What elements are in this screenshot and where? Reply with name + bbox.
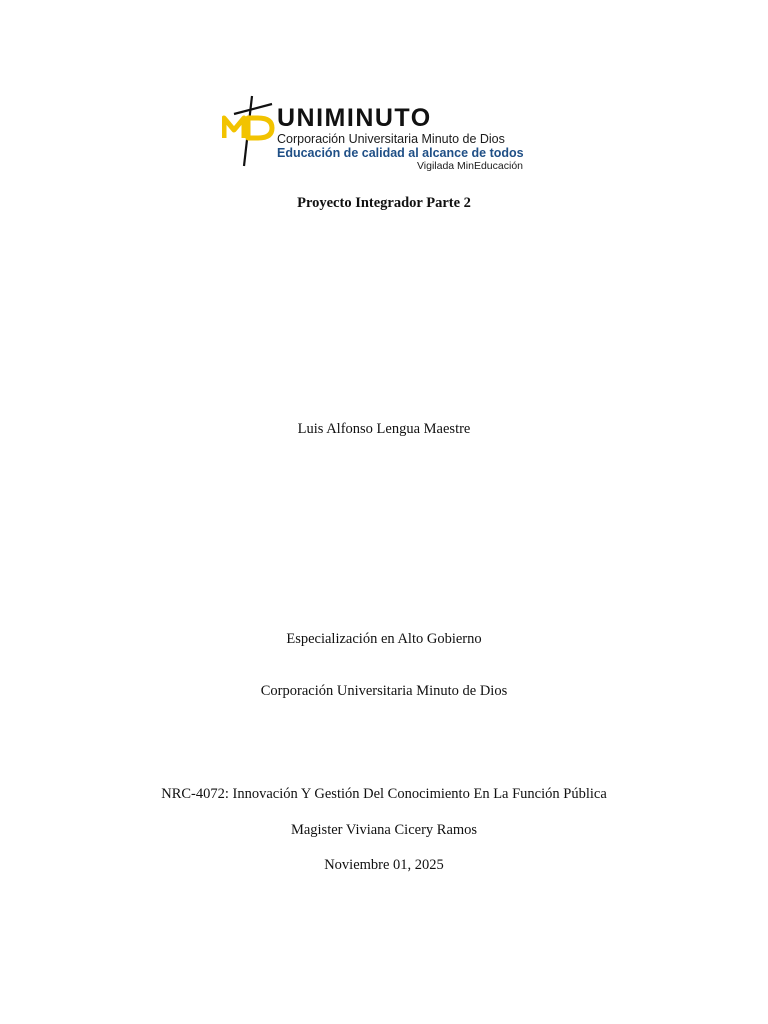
- professor-name: Magister Viviana Cicery Ramos: [290, 822, 478, 838]
- institution-name: Corporación Universitaria Minuto de Dios: [260, 683, 508, 699]
- author-name: Luis Alfonso Lengua Maestre: [297, 421, 471, 437]
- document-title: Proyecto Integrador Parte 2: [297, 195, 471, 211]
- document-date: Noviembre 01, 2025: [324, 857, 444, 873]
- md-cross-emblem-icon: [222, 92, 282, 172]
- logo-tagline: Educación de calidad al alcance de todos: [277, 146, 524, 160]
- logo-subtitle: Corporación Universitaria Minuto de Dios: [277, 132, 505, 146]
- program-name: Especialización en Alto Gobierno: [286, 631, 482, 647]
- logo-brand: UNIMINUTO: [277, 104, 432, 132]
- logo-text-block: [277, 106, 524, 173]
- logo-vigilada: Vigilada MinEducación: [416, 160, 523, 172]
- uniminuto-logo: [222, 92, 526, 172]
- course-name: NRC-4072: Innovación Y Gestión Del Conocimiento En La Función Pública: [161, 786, 607, 802]
